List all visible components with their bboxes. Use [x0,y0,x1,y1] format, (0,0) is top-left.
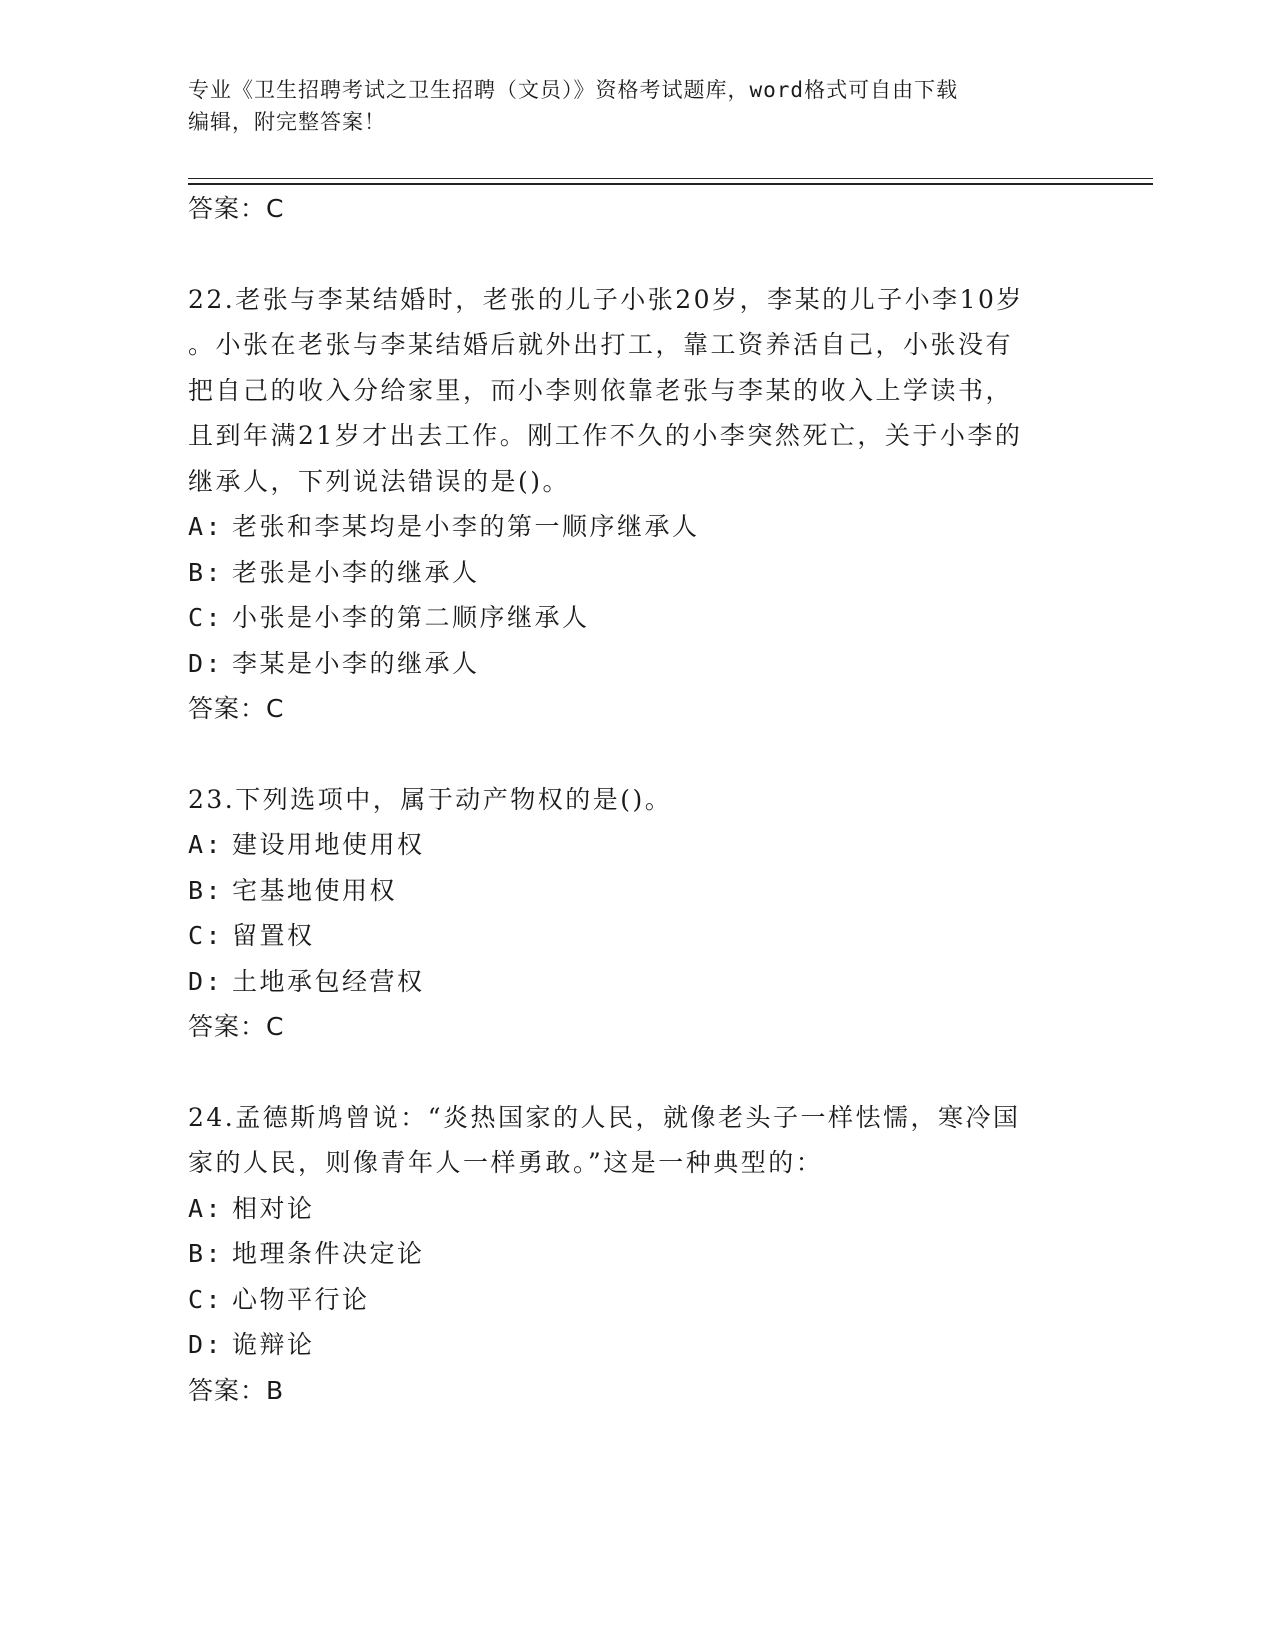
option-label: A: [188,1193,224,1223]
option-label: C: [188,921,224,950]
option-text: 宅基地使用权 [232,875,398,905]
question-stem-line: 继承人，下列说法错误的是()。 [188,466,571,496]
option-a [188,1186,1088,1232]
option-text: 李某是小李的继承人 [232,648,480,678]
question-stem-line: 24.孟德斯鸠曾说：“炎热国家的人民，就像老头子一样怯懦，寒冷国 [188,1102,1021,1132]
option-a [188,822,1088,868]
question-22 [188,277,1088,732]
option-b [188,1231,1088,1277]
option-label: B: [188,875,224,905]
option-text: 建设用地使用权 [232,830,425,859]
option-b [188,868,1088,914]
header-line-2: 编辑，附完整答案！ [188,110,386,134]
header-line-1: 专业《卫生招聘考试之卫生招聘（文员）》资格考试题库，word格式可自由下载 [188,78,959,102]
option-label: C: [188,1284,224,1314]
question-23 [188,777,1088,1050]
option-text: 留置权 [232,921,315,950]
option-label: D: [188,1330,224,1359]
option-d [188,959,1088,1005]
question-stem-line: 把自己的收入分给家里，而小李则依靠老张与李某的收入上学读书， [188,375,1014,405]
previous-answer: 答案：C [188,194,285,223]
question-stem-line: 家的人民，则像青年人一样勇敢。”这是一种典型的： [188,1148,824,1177]
spacer [188,1050,1088,1095]
option-text: 老张和李某均是小李的第一顺序继承人 [232,512,700,541]
option-label: D: [188,966,224,996]
option-label: A: [188,512,224,541]
question-list [188,186,1088,1413]
spacer [188,732,1088,777]
spacer [188,232,1088,277]
option-label: A: [188,830,224,859]
question-24 [188,1095,1088,1414]
option-d [188,1322,1088,1368]
option-b [188,550,1088,596]
option-text: 土地承包经营权 [232,966,425,996]
option-label: B: [188,1239,224,1268]
option-text: 诡辩论 [232,1330,315,1359]
option-text: 老张是小李的继承人 [232,557,480,587]
answer-line: 答案：C [188,694,285,723]
option-label: B: [188,557,224,587]
option-d [188,641,1088,687]
option-label: D: [188,648,224,678]
document-header [188,74,1088,138]
option-text: 地理条件决定论 [232,1239,425,1268]
question-stem-line: 且到年满21岁才出去工作。刚工作不久的小李突然死亡，关于小李的 [188,421,1023,450]
option-text: 相对论 [232,1193,315,1223]
question-stem-line: 23.下列选项中，属于动产物权的是()。 [188,784,673,814]
answer-line: 答案：C [188,1012,285,1041]
option-text: 心物平行论 [232,1284,370,1314]
header-divider-thin [188,178,1153,179]
option-label: C: [188,603,224,632]
option-a [188,504,1088,550]
header-divider-thick [188,183,1153,185]
option-c [188,1277,1088,1323]
option-c [188,595,1088,641]
question-stem-line: 。小张在老张与李某结婚后就外出打工，靠工资养活自己，小张没有 [188,330,1014,359]
answer-line: 答案：B [188,1375,285,1405]
option-c [188,913,1088,959]
option-text: 小张是小李的第二顺序继承人 [232,603,590,632]
question-stem-line: 22.老张与李某结婚时，老张的儿子小张20岁，李某的儿子小李10岁 [188,284,1024,314]
